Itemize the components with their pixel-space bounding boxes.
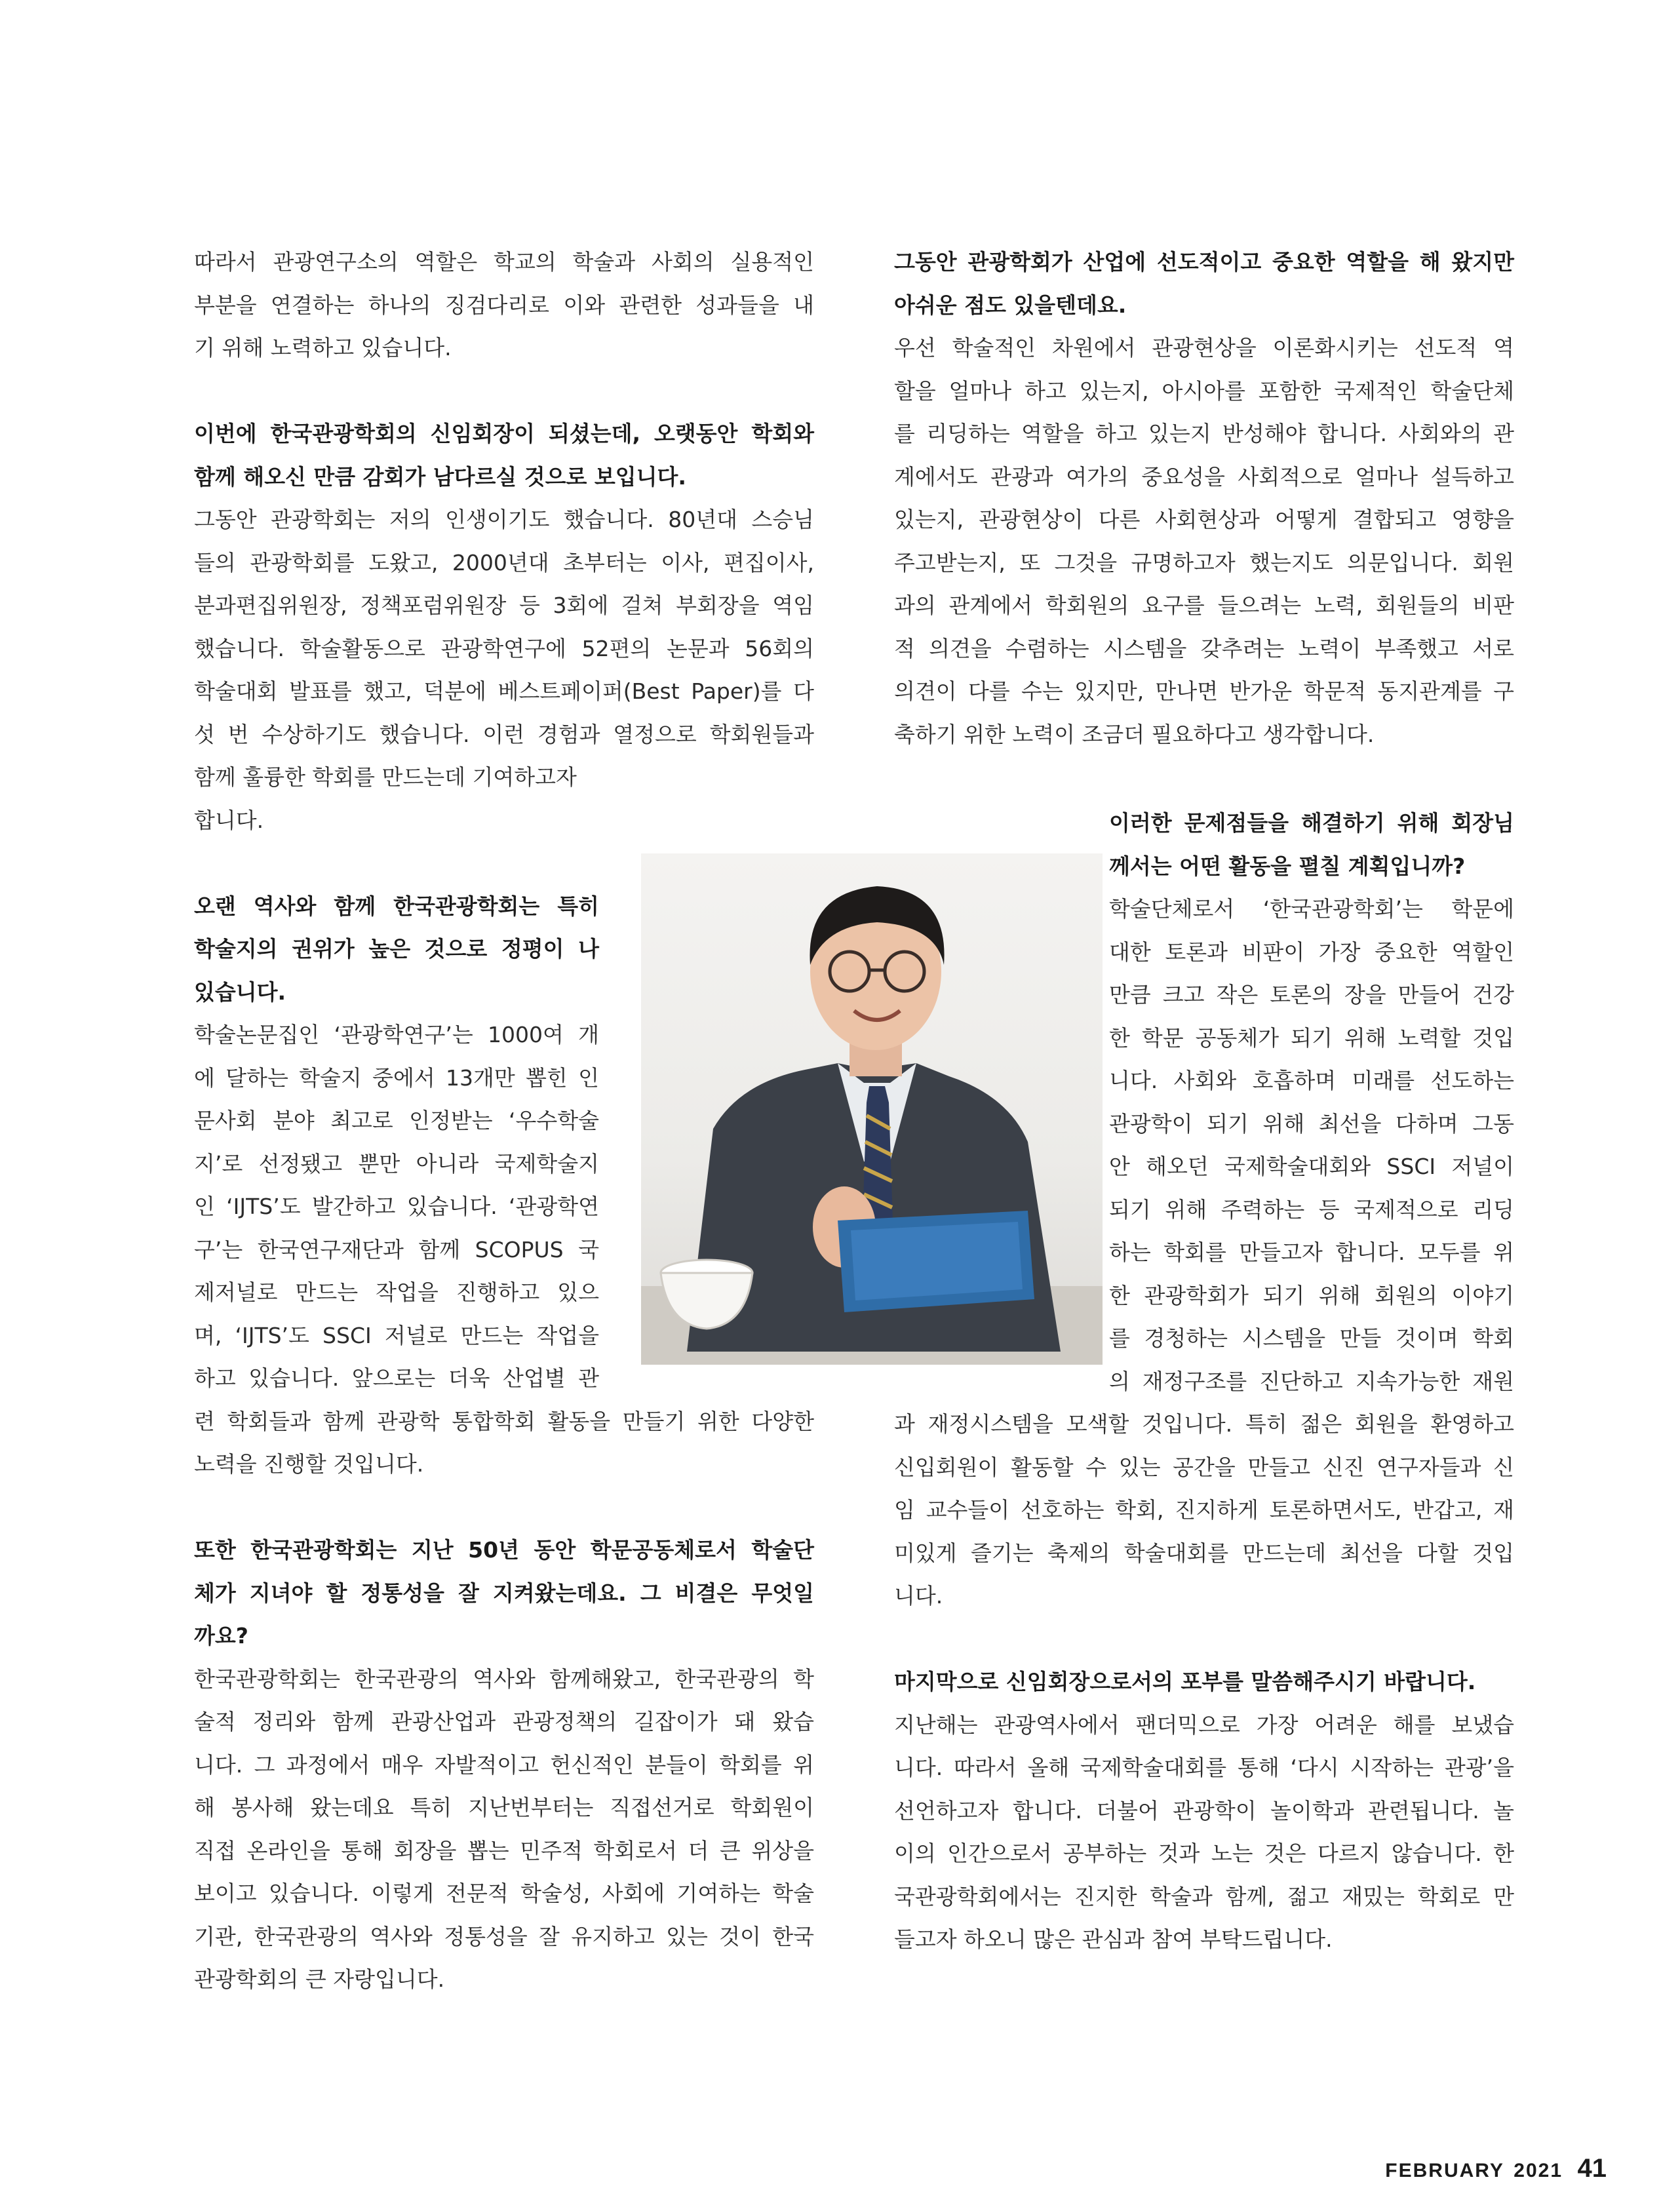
text-line: 함께 훌륭한 학회를 만드는데 기여하고자 (194, 764, 577, 790)
text-line: 련 학회들과 함께 관광학 통합학회 활동을 만들기 위한 다양한 (194, 1408, 814, 1434)
page-footer (1385, 2154, 1607, 2183)
text-line: 이의 인간으로서 공부하는 것과 노는 것은 다르지 않습니다. 한 (894, 1841, 1514, 1866)
text-line: 따라서 관광연구소의 역할은 학교의 학술과 사회의 실용적인 (194, 249, 814, 275)
text-line: 할을 얼마나 하고 있는지, 아시아를 포함한 국제적인 학술단체 (894, 378, 1514, 404)
text-line: 또한 한국관광학회는 지난 50년 동안 학문공동체로서 학술단 (194, 1537, 814, 1563)
text-line: 축하기 위한 노력이 조금더 필요하다고 생각합니다. (894, 721, 1375, 747)
text-line: 그동안 관광학회는 저의 인생이기도 했습니다. 80년대 스승님 (194, 507, 814, 532)
text-line: 체가 지녀야 할 정통성을 잘 지켜왔는데요. 그 비결은 무엇일 (194, 1580, 814, 1606)
text-line: 함께 해오신 만큼 감회가 남다르실 것으로 보입니다. (194, 463, 686, 490)
text-line: 했습니다. 학술활동으로 관광학연구에 52편의 논문과 56회의 (194, 635, 814, 661)
text-line: 들고자 하오니 많은 관심과 참여 부탁드립니다. (894, 1926, 1333, 1952)
text-line: 한 관광학회가 되기 위해 회원의 이야기 (1109, 1282, 1514, 1308)
text-line: 제저널로 만드는 작업을 진행하고 있으 (194, 1279, 599, 1305)
text-line: 지난해는 관광역사에서 팬더믹으로 가장 어려운 해를 보냈습 (894, 1711, 1514, 1738)
text-line: 관광학회의 큰 자랑입니다. (194, 1966, 445, 1992)
text-line: 의견이 다를 수는 있지만, 만나면 반가운 학문적 동지관계를 구 (894, 678, 1514, 704)
text-line: 합니다. (194, 807, 264, 833)
text-line: 기 위해 노력하고 있습니다. (194, 335, 452, 361)
text-line: 선언하고자 합니다. 더불어 관광학이 놀이학과 관련됩니다. 놀 (894, 1797, 1514, 1824)
text-line: 그동안 관광학회가 산업에 선도적이고 중요한 역할을 해 왔지만 (894, 249, 1514, 275)
text-line: 아쉬운 점도 있을텐데요. (894, 292, 1127, 318)
text-line: 부분을 연결하는 하나의 징검다리로 이와 관련한 성과들을 내 (194, 292, 814, 318)
portrait-illustration (641, 853, 1103, 1365)
text-line: 있습니다. (194, 979, 286, 1005)
text-line: 까요? (194, 1623, 248, 1649)
text-line: 학술지의 권위가 높은 것으로 정평이 나 (194, 936, 599, 962)
text-line: 노력을 진행할 것입니다. (194, 1451, 424, 1477)
answer-6 (894, 1704, 1514, 1961)
text-line: 이번에 한국관광학회의 신임회장이 되셨는데, 오랫동안 학회와 (194, 421, 814, 446)
text-line: 보이고 있습니다. 이렇게 전문적 학술성, 사회에 기여하는 학술 (194, 1881, 814, 1906)
text-line: 적 의견을 수렴하는 시스템을 갖추려는 노력이 부족했고 서로 (894, 635, 1514, 661)
text-line: 미있게 즐기는 축제의 학술대회를 만드는데 최선을 다할 것입 (894, 1540, 1514, 1566)
answer-1 (194, 498, 814, 842)
text-line: 해 봉사해 왔는데요 특히 지난번부터는 직접선거로 학회원이 (194, 1795, 814, 1820)
page-number: 41 (1577, 2154, 1607, 2183)
text-line: 하고 있습니다. 앞으로는 더욱 산업별 관 (194, 1365, 599, 1391)
text-line: 니다. 사회와 호흡하며 미래를 선도하는 (1109, 1068, 1514, 1093)
text-line: 임 교수들이 선호하는 학회, 진지하게 토론하면서도, 반갑고, 재 (894, 1497, 1514, 1523)
text-line: 우선 학술적인 차원에서 관광현상을 이론화시키는 선도적 역 (894, 335, 1514, 361)
text-line: 학술단체로서 ‘한국관광학회’는 학문에 (1109, 896, 1514, 922)
text-line: 를 리딩하는 역할을 하고 있는지 반성해야 합니다. 사회와의 관 (894, 421, 1514, 446)
text-line: 있는지, 관광현상이 다른 사회현상과 어떻게 결합되고 영향을 (894, 507, 1514, 532)
intro-paragraph (194, 241, 814, 370)
text-line: 신입회원이 활동할 수 있는 공간을 만들고 신진 연구자들과 신 (894, 1454, 1514, 1480)
text-line: 구’는 한국연구재단과 함께 SCOPUS 국 (194, 1236, 599, 1262)
text-line: 분과편집위원장, 정책포럼위원장 등 3회에 걸쳐 부회장을 역임 (194, 593, 814, 618)
text-line: 과의 관계에서 학회원의 요구를 들으려는 노력, 회원들의 비판 (894, 593, 1514, 618)
text-line: 학술논문집인 ‘관광학연구’는 1000여 개 (194, 1022, 599, 1047)
portrait-photo (641, 853, 1103, 1365)
question-1 (194, 412, 814, 498)
text-line: 되기 위해 주력하는 등 국제적으로 리딩 (1109, 1196, 1514, 1222)
text-line: 문사회 분야 최고로 인정받는 ‘우수학술 (194, 1108, 599, 1133)
text-line: 들의 관광학회를 도왔고, 2000년대 초부터는 이사, 편집이사, (194, 549, 814, 576)
text-line: 계에서도 관광과 여가의 중요성을 사회적으로 얼마나 설득하고 (894, 463, 1514, 490)
answer-4 (894, 326, 1514, 756)
text-line: 니다. 그 과정에서 매우 자발적이고 헌신적인 분들이 학회를 위 (194, 1751, 814, 1778)
text-line: 주고받는지, 또 그것을 규명하고자 했는지도 의문입니다. 회원 (894, 549, 1514, 576)
text-line: 니다. 따라서 올해 국제학술대회를 통해 ‘다시 시작하는 관광’을 (894, 1755, 1514, 1780)
text-line: 며, ‘IJTS’도 SSCI 저널로 만드는 작업을 (194, 1322, 599, 1348)
text-line: 한 학문 공동체가 되기 위해 노력할 것입 (1109, 1025, 1514, 1051)
question-4 (894, 241, 1514, 326)
text-line: 술적 정리와 함께 관광산업과 관광정책의 길잡이가 돼 왔습 (194, 1709, 814, 1734)
text-line: 과 재정시스템을 모색할 것입니다. 특히 젊은 회원을 환영하고 (894, 1411, 1514, 1437)
text-line: 의 재정구조를 진단하고 지속가능한 재원 (1109, 1368, 1514, 1394)
text-line: 섯 번 수상하기도 했습니다. 이런 경험과 열정으로 학회원들과 (194, 721, 814, 747)
text-line: 께서는 어떤 활동을 펼칠 계획입니까? (1109, 853, 1466, 879)
text-line: 인 ‘IJTS’도 발간하고 있습니다. ‘관광학연 (194, 1194, 599, 1219)
text-line: 국관광학회에서는 진지한 학술과 함께, 젊고 재밌는 학회로 만 (894, 1883, 1514, 1909)
text-line: 안 해오던 국제학술대회와 SSCI 저널이 (1109, 1154, 1514, 1179)
text-line: 기관, 한국관광의 역사와 정통성을 잘 유지하고 있는 것이 한국 (194, 1923, 814, 1949)
text-line: 하는 학회를 만들고자 합니다. 모두를 위 (1109, 1240, 1514, 1265)
text-line: 를 경청하는 시스템을 만들 것이며 학회 (1109, 1325, 1514, 1351)
question-5 (1109, 802, 1514, 888)
text-line: 직접 온라인을 통해 회장을 뽑는 민주적 학회로서 더 큰 위상을 (194, 1837, 814, 1864)
text-line: 관광학이 되기 위해 최선을 다하며 그동 (1109, 1110, 1514, 1137)
text-line: 대한 토론과 비판이 가장 중요한 역할인 (1109, 939, 1514, 965)
question-3 (194, 1529, 814, 1658)
footer-year: 2021 (1514, 2160, 1563, 2181)
answer-3 (194, 1658, 814, 2001)
footer-month: FEBRUARY (1385, 2160, 1504, 2181)
question-2 (194, 885, 599, 1014)
text-line: 지’로 선정됐고 뿐만 아니라 국제학술지 (194, 1150, 599, 1177)
text-line: 에 달하는 학술지 중에서 13개만 뽑힌 인 (194, 1064, 599, 1091)
text-line: 한국관광학회는 한국관광의 역사와 함께해왔고, 한국관광의 학 (194, 1666, 814, 1692)
text-line: 오랜 역사와 함께 한국관광학회는 특히 (194, 893, 599, 919)
text-line: 마지막으로 신임회장으로서의 포부를 말씀해주시기 바랍니다. (894, 1669, 1476, 1694)
text-line: 학술대회 발표를 했고, 덕분에 베스트페이퍼(Best Paper)를 다 (194, 678, 814, 704)
text-line: 니다. (894, 1583, 943, 1609)
text-line: 만큼 크고 작은 토론의 장을 만들어 건강 (1109, 982, 1514, 1007)
question-6 (894, 1660, 1514, 1704)
text-line: 이러한 문제점들을 해결하기 위해 회장님 (1109, 810, 1514, 836)
